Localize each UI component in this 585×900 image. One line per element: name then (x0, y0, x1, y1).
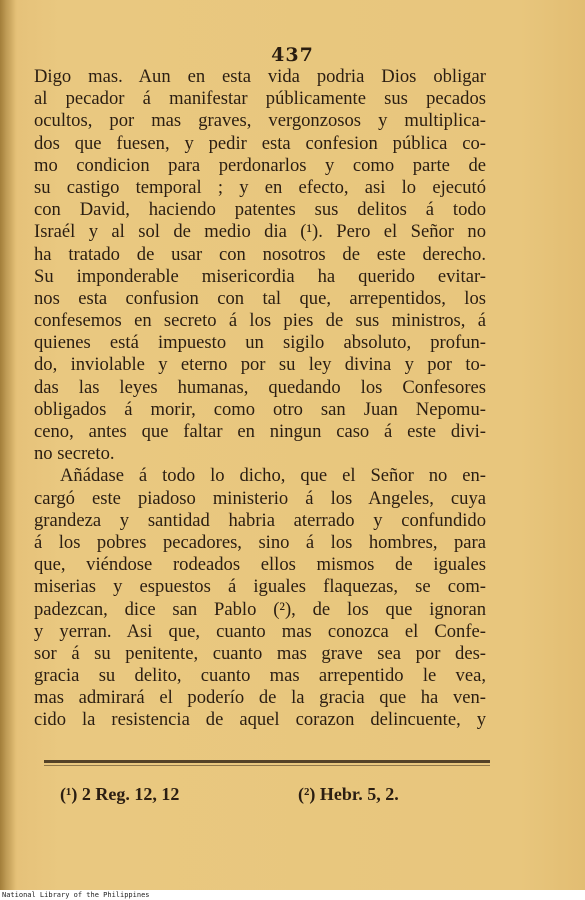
footnote-2: (²) Hebr. 5, 2. (298, 784, 399, 804)
text-line: sor á su penitente, cuanto mas grave sea por des- (34, 642, 486, 664)
text-line: cido la resistencia de aquel corazon delincuente, y (34, 709, 486, 731)
footnote-1: (¹) 2 Reg. 12, 12 (60, 784, 180, 804)
footnote-divider-thin (44, 765, 490, 766)
text-line: con David, haciendo patentes sus delitos á todo (34, 199, 486, 221)
library-credit: National Library of the Philippines (2, 891, 150, 899)
text-line: á los pobres pecadores, sino á los hombres, para (34, 531, 486, 553)
text-line: confesemos en secreto á los pies de sus ministros, á (34, 310, 486, 332)
text-line: gracia su delito, cuanto mas arrepentido le vea, (34, 665, 486, 687)
text-line: ocultos, por mas graves, vergonzosos y multiplica- (34, 110, 486, 132)
text-line: dos que fuesen, y pedir esta confesion pública co- (34, 132, 486, 154)
text-line: Digo mas. Aun en esta vida podria Dios obligar (34, 66, 486, 87)
text-line: das las leyes humanas, quedando los Confesores (34, 376, 486, 398)
text-line: quienes está impuesto un sigilo absoluto, profun- (34, 332, 486, 354)
text-line: mas admirará el poderío de la gracia que ha ven- (34, 687, 486, 709)
page-number: 437 (271, 44, 314, 66)
text-line: miserias y espuestos á iguales flaquezas, se com- (34, 576, 486, 598)
text-line: nos esta confusion con tal que, arrepentidos, los (34, 287, 486, 309)
body-text (34, 66, 486, 732)
text-line: Añádase á todo lo dicho, que el Señor no en- (60, 465, 486, 487)
text-line: grandeza y santidad habria aterrado y confundido (34, 509, 486, 531)
text-line: Su imponderable misericordia ha querido evitar- (34, 265, 486, 287)
text-line: ceno, antes que faltar en ningun caso á este divi- (34, 421, 486, 442)
text-line: al pecador á manifestar públicamente sus pecados (34, 88, 486, 110)
text-line: Israél y al sol de medio dia (¹). Pero el Señor no (34, 221, 486, 243)
text-line: y yerran. Asi que, cuanto mas conozca el Confe- (34, 620, 486, 642)
text-line: do, inviolable y eterno por su ley divina y por to- (34, 354, 486, 376)
text-line: obligados á morir, como otro san Juan Nepomu- (34, 398, 486, 420)
text-line: mo condicion para perdonarlos y como parte de (34, 154, 486, 176)
text-line: ha tratado de usar con nosotros de este derecho. (34, 243, 486, 265)
text-line: cargó este piadoso ministerio á los Angeles, cuya (34, 487, 486, 509)
footnote-divider (44, 760, 490, 763)
text-line: padezcan, dice san Pablo (²), de los que ignoran (34, 598, 486, 620)
text-line: no secreto. (34, 443, 115, 465)
text-line: que, viéndose rodeados ellos mismos de iguales (34, 554, 486, 576)
text-line: su castigo temporal ; y en efecto, asi lo ejecutó (34, 176, 486, 198)
